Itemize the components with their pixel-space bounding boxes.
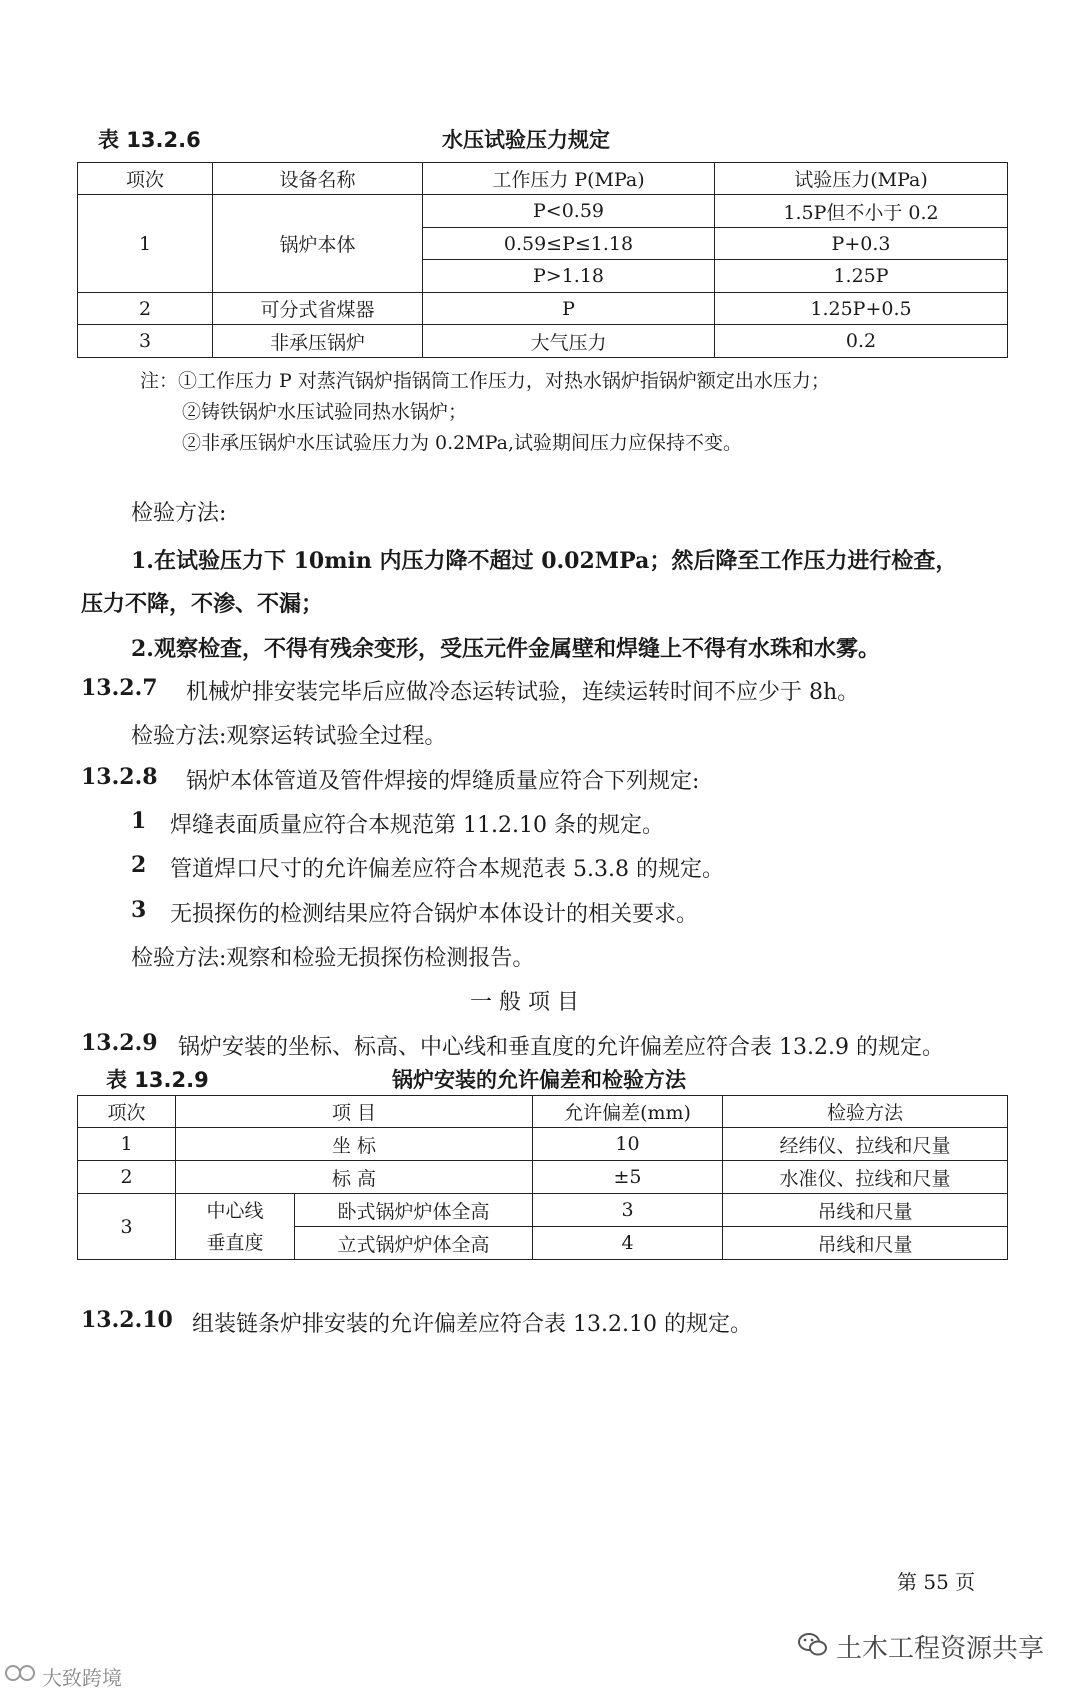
list-item-number: 3 [131,897,147,923]
group-label: 垂直度 [206,1231,264,1254]
tolerance: ±5 [533,1161,723,1194]
watermark-secondary: 大致跨境 [42,1666,122,1690]
watermark-logo-icon [4,1662,38,1688]
column-header: 设备名称 [213,163,423,195]
equipment-name: 锅炉本体 [213,195,423,293]
wechat-icon [797,1631,829,1663]
table-row [78,195,1008,228]
column-header: 项 目 [176,1096,533,1128]
method-item: 1.在试验压力下 10min 内压力降不超过 0.02MPa；然后降至工作压力进行检查， [131,548,958,574]
pressure-test-table [77,162,1008,358]
item-name: 坐 标 [176,1128,533,1161]
item-name: 标 高 [176,1161,533,1194]
work-pressure: P>1.18 [423,260,715,293]
inspection-method: 吊线和尺量 [723,1227,1008,1260]
clause-text: 锅炉安装的坐标、标高、中心线和垂直度的允许偏差应符合表 13.2.9 的规定。 [178,1035,944,1060]
table-row [78,1128,1008,1161]
column-header: 检验方法 [723,1096,1008,1128]
table-note: 注：①工作压力 P 对蒸汽锅炉指锅筒工作压力，对热水锅炉指锅炉额定出水压力； [140,370,830,392]
table-row [78,1194,1008,1227]
work-pressure: P [423,293,715,325]
equipment-name: 非承压锅炉 [213,325,423,358]
equipment-name: 可分式省煤器 [213,293,423,325]
table-row [78,325,1008,358]
table-header-row [78,1096,1008,1128]
item-name: 卧式锅炉炉体全高 [295,1194,533,1227]
table-row [78,293,1008,325]
table-title: 锅炉安装的允许偏差和检验方法 [392,1068,686,1092]
column-header: 项次 [78,163,213,195]
test-pressure: 1.25P [715,260,1008,293]
item-number: 2 [78,293,213,325]
column-header: 试验压力(MPa) [715,163,1008,195]
clause-number: 13.2.8 [81,764,158,790]
test-pressure: P+0.3 [715,228,1008,260]
page-number: 第 55 页 [897,1570,976,1594]
clause-text: 锅炉本体管道及管件焊接的焊缝质量应符合下列规定: [186,769,700,794]
clause-text: 机械炉排安装完毕后应做冷态运转试验，连续运转时间不应少于 8h。 [186,680,860,705]
list-item: 管道焊口尺寸的允许偏差应符合本规范表 5.3.8 的规定。 [170,857,724,882]
table-note: ②铸铁锅炉水压试验同热水锅炉； [182,401,468,423]
item-name: 立式锅炉炉体全高 [295,1227,533,1260]
item-number: 3 [78,325,213,358]
section-heading: 一 般 项 目 [470,990,579,1015]
clause-method: 检验方法:观察运转试验全过程。 [131,724,447,749]
list-item: 无损探伤的检测结果应符合锅炉本体设计的相关要求。 [170,902,699,927]
column-header: 工作压力 P(MPa) [423,163,715,195]
method-heading: 检验方法: [131,501,227,526]
column-header: 项次 [78,1096,176,1128]
item-number: 2 [78,1161,176,1194]
table-note: ②非承压锅炉水压试验压力为 0.2MPa,试验期间压力应保持不变。 [182,432,743,454]
table-number: 表 13.2.6 [98,128,201,152]
watermark: 土木工程资源共享 [836,1634,1045,1664]
table-row [78,1161,1008,1194]
work-pressure: 大气压力 [423,325,715,358]
column-header: 允许偏差(mm) [533,1096,723,1128]
tolerance: 10 [533,1128,723,1161]
clause-number: 13.2.9 [81,1030,158,1056]
work-pressure: P<0.59 [423,195,715,228]
clause-number: 13.2.10 [81,1307,173,1333]
tolerance: 3 [533,1194,723,1227]
inspection-method: 经纬仪、拉线和尺量 [723,1128,1008,1161]
clause-number: 13.2.7 [81,675,158,701]
table-title: 水压试验压力规定 [442,128,610,152]
method-item: 2.观察检查，不得有残余变形，受压元件金属壁和焊缝上不得有水珠和水雾。 [131,636,880,662]
group-label: 中心线 [206,1199,264,1222]
table-header-row [78,163,1008,195]
test-pressure: 0.2 [715,325,1008,358]
test-pressure: 1.5P但不小于 0.2 [715,195,1008,228]
inspection-method: 水准仪、拉线和尺量 [723,1161,1008,1194]
list-item: 焊缝表面质量应符合本规范第 11.2.10 条的规定。 [170,813,664,838]
item-group [176,1194,295,1260]
inspection-method: 吊线和尺量 [723,1194,1008,1227]
tolerance-table [77,1095,1008,1260]
list-item-number: 1 [131,808,147,834]
item-number: 1 [78,1128,176,1161]
list-item-number: 2 [131,852,147,878]
test-pressure: 1.25P+0.5 [715,293,1008,325]
work-pressure: 0.59≤P≤1.18 [423,228,715,260]
method-item-continued: 压力不降，不渗、不漏； [81,591,324,617]
clause-method: 检验方法:观察和检验无损探伤检测报告。 [131,946,535,971]
tolerance: 4 [533,1227,723,1260]
table-number: 表 13.2.9 [106,1068,209,1092]
item-number: 1 [78,195,213,293]
clause-text: 组装链条炉排安装的允许偏差应符合表 13.2.10 的规定。 [192,1312,752,1337]
item-number: 3 [78,1194,176,1260]
